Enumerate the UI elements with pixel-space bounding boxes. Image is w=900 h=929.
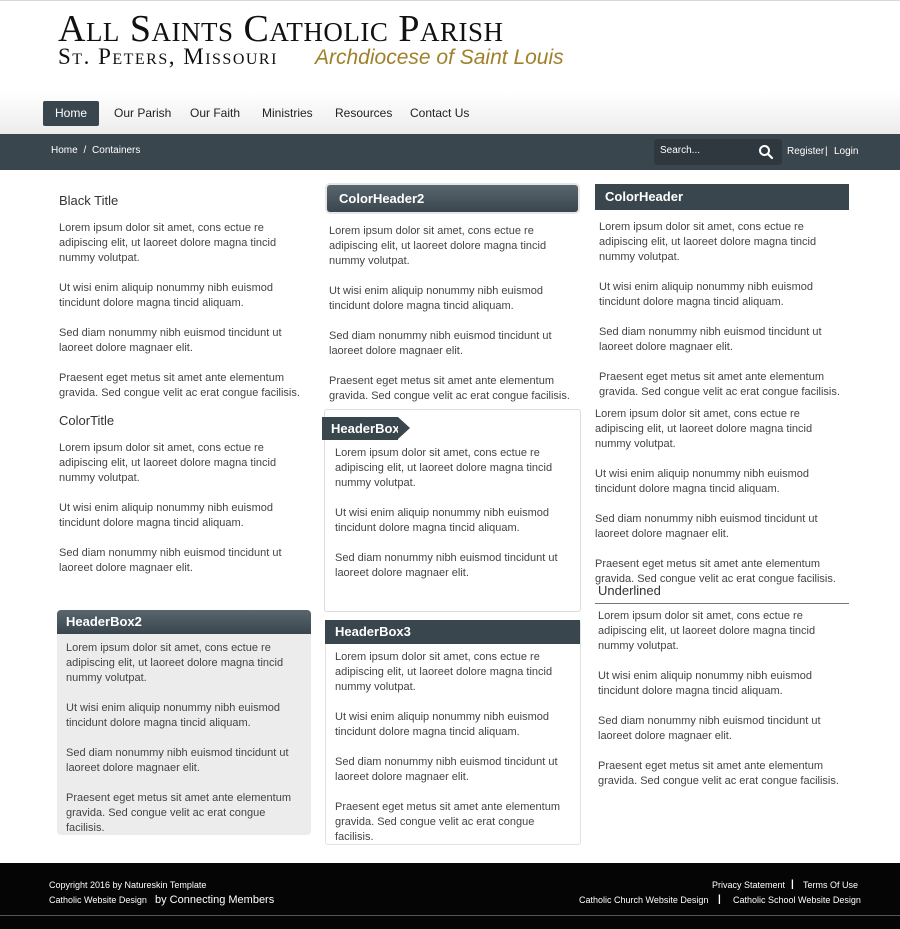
footer-by-connecting-members[interactable]: by Connecting Members — [155, 894, 275, 906]
privacy-link[interactable]: Privacy Statement — [712, 880, 786, 890]
paragraph: Lorem ipsum dolor sit amet, cons ectue re adipiscing elit, ut laoreet dolore magna tincid nummy volutpat. — [59, 222, 277, 264]
search-box[interactable] — [654, 139, 782, 165]
nav-ministries[interactable]: Ministries — [262, 106, 313, 120]
archdiocese-label: Archdiocese of Saint Louis — [315, 46, 564, 69]
main-nav — [0, 92, 900, 134]
footer-separator: | — [718, 894, 721, 905]
paragraph: Ut wisi enim aliquip nonummy nibh euismod tincidunt dolore magna tincid aliquam. — [59, 502, 273, 529]
nav-home[interactable]: Home — [43, 101, 99, 126]
paragraph: Lorem ipsum dolor sit amet, cons ectue re adipiscing elit, ut laoreet dolore magna tincid nummy volutpat. — [595, 408, 813, 450]
header-box2-container — [57, 610, 311, 835]
paragraph: Ut wisi enim aliquip nonummy nibh euismod tincidunt dolore magna tincid aliquam. — [335, 711, 549, 738]
paragraph: Ut wisi enim aliquip nonummy nibh euismod tincidunt dolore magna tincid aliquam. — [329, 285, 543, 312]
nav-resources[interactable]: Resources — [335, 106, 393, 120]
underline-divider — [595, 603, 849, 604]
paragraph: Ut wisi enim aliquip nonummy nibh euismod tincidunt dolore magna tincid aliquam. — [59, 282, 273, 309]
header-box3-body — [335, 650, 570, 845]
paragraph: Ut wisi enim aliquip nonummy nibh euismod tincidunt dolore magna tincid aliquam. — [335, 507, 549, 534]
paragraph: Sed diam nonummy nibh euismod tincidunt ut laoreet dolore magnaer elit. — [59, 547, 282, 574]
paragraph: Praesent eget metus sit amet ante elementum gravida. Sed congue velit ac erat congue facilisis. — [599, 371, 840, 398]
color-title-body — [59, 441, 309, 576]
paragraph: Lorem ipsum dolor sit amet, cons ectue re adipiscing elit, ut laoreet dolore magna tincid nummy volutpat. — [599, 221, 817, 263]
paragraph: Sed diam nonummy nibh euismod tincidunt ut laoreet dolore magnaer elit. — [59, 327, 282, 354]
footer-separator: | — [791, 879, 794, 890]
paragraph: Praesent eget metus sit amet ante elementum gravida. Sed congue velit ac erat congue facilisis. — [66, 792, 292, 834]
color-header-title: ColorHeader — [605, 189, 684, 204]
color-header — [595, 184, 849, 210]
breadcrumb-current: Containers — [92, 145, 141, 156]
header-box-title: HeaderBox — [331, 421, 400, 436]
paragraph: Ut wisi enim aliquip nonummy nibh euismod tincidunt dolore magna tincid aliquam. — [599, 281, 813, 308]
search-icon[interactable] — [758, 144, 774, 160]
paragraph: Praesent eget metus sit amet ante elementum gravida. Sed congue velit ac erat congue facilisis. — [598, 760, 839, 787]
header-box2-body — [66, 641, 301, 836]
church-design-link[interactable]: Catholic Church Website Design — [579, 895, 709, 905]
paragraph: Sed diam nonummy nibh euismod tincidunt ut laoreet dolore magnaer elit. — [335, 756, 558, 783]
header-box-body — [335, 446, 560, 581]
paragraph: Lorem ipsum dolor sit amet, cons ectue re adipiscing elit, ut laoreet dolore magna tincid nummy volutpat. — [59, 442, 277, 484]
black-title: Black Title — [59, 193, 119, 208]
underlined-title: Underlined — [598, 583, 661, 598]
breadcrumb-separator: / — [83, 145, 87, 156]
paragraph: Ut wisi enim aliquip nonummy nibh euismod tincidunt dolore magna tincid aliquam. — [66, 702, 280, 729]
paragraph: Sed diam nonummy nibh euismod tincidunt ut laoreet dolore magnaer elit. — [598, 715, 821, 742]
paragraph: Praesent eget metus sit amet ante elementum gravida. Sed congue velit ac erat congue facilisis. — [329, 375, 570, 402]
footer — [0, 863, 900, 929]
paragraph: Sed diam nonummy nibh euismod tincidunt ut laoreet dolore magnaer elit. — [329, 330, 552, 357]
paragraph: Lorem ipsum dolor sit amet, cons ectue re adipiscing elit, ut laoreet dolore magna tincid nummy volutpat. — [66, 642, 284, 684]
color-header2-body — [329, 224, 577, 404]
header-box3-title: HeaderBox3 — [335, 624, 411, 639]
black-title-body — [59, 221, 309, 401]
copyright: Copyright 2016 by Natureskin Template — [49, 880, 207, 890]
search-input[interactable]: Search... — [660, 145, 701, 156]
site-subtitle: St. Peters, Missouri — [58, 44, 278, 69]
paragraph: Lorem ipsum dolor sit amet, cons ectue re adipiscing elit, ut laoreet dolore magna tincid nummy volutpat. — [598, 610, 816, 652]
paragraph: Ut wisi enim aliquip nonummy nibh euismod tincidunt dolore magna tincid aliquam. — [595, 468, 809, 495]
breadcrumb-bar — [0, 134, 900, 170]
paragraph: Sed diam nonummy nibh euismod tincidunt ut laoreet dolore magnaer elit. — [595, 513, 818, 540]
footer-design-label[interactable]: Catholic Website Design — [49, 895, 147, 905]
paragraph: Lorem ipsum dolor sit amet, cons ectue re adipiscing elit, ut laoreet dolore magna tincid nummy volutpat. — [335, 651, 553, 693]
header-box3-header — [325, 620, 580, 644]
plain-container-body — [595, 407, 849, 587]
auth-separator: | — [825, 146, 828, 157]
paragraph: Praesent eget metus sit amet ante elementum gravida. Sed congue velit ac erat congue facilisis. — [59, 372, 300, 399]
nav-our-faith[interactable]: Our Faith — [190, 106, 241, 120]
color-header2-title: ColorHeader2 — [339, 191, 425, 206]
black-title-container — [59, 193, 309, 208]
paragraph: Sed diam nonummy nibh euismod tincidunt ut laoreet dolore magnaer elit. — [599, 326, 822, 353]
school-design-link[interactable]: Catholic School Website Design — [733, 895, 861, 905]
paragraph: Sed diam nonummy nibh euismod tincidunt ut laoreet dolore magnaer elit. — [66, 747, 289, 774]
paragraph: Praesent eget metus sit amet ante elementum gravida. Sed congue velit ac erat congue facilisis. — [335, 801, 561, 843]
header-box2-title: HeaderBox2 — [66, 614, 142, 629]
color-title-container — [59, 413, 309, 428]
breadcrumb — [51, 145, 140, 156]
header-box-tab — [322, 417, 398, 440]
breadcrumb-home[interactable]: Home — [51, 145, 78, 156]
paragraph: Ut wisi enim aliquip nonummy nibh euismod tincidunt dolore magna tincid aliquam. — [598, 670, 812, 697]
underlined-body — [598, 609, 848, 789]
header-box2-header — [57, 610, 311, 634]
nav-contact-us[interactable]: Contact Us — [410, 106, 470, 120]
paragraph: Lorem ipsum dolor sit amet, cons ectue re adipiscing elit, ut laoreet dolore magna tincid nummy volutpat. — [335, 447, 553, 489]
color-header2 — [327, 185, 578, 212]
paragraph: Sed diam nonummy nibh euismod tincidunt ut laoreet dolore magnaer elit. — [335, 552, 558, 579]
site-title[interactable]: All Saints Catholic Parish — [58, 8, 504, 50]
paragraph: Lorem ipsum dolor sit amet, cons ectue re adipiscing elit, ut laoreet dolore magna tincid nummy volutpat. — [329, 225, 547, 267]
color-title: ColorTitle — [59, 413, 115, 428]
footer-divider — [0, 915, 900, 916]
nav-our-parish[interactable]: Our Parish — [114, 106, 172, 120]
paragraph: Praesent eget metus sit amet ante elementum gravida. Sed congue velit ac erat congue facilisis. — [595, 558, 836, 585]
color-header-body — [599, 220, 847, 400]
login-link[interactable]: Login — [834, 146, 859, 157]
terms-link[interactable]: Terms Of Use — [803, 880, 859, 890]
top-border — [0, 0, 900, 1]
register-link[interactable]: Register — [787, 146, 825, 157]
